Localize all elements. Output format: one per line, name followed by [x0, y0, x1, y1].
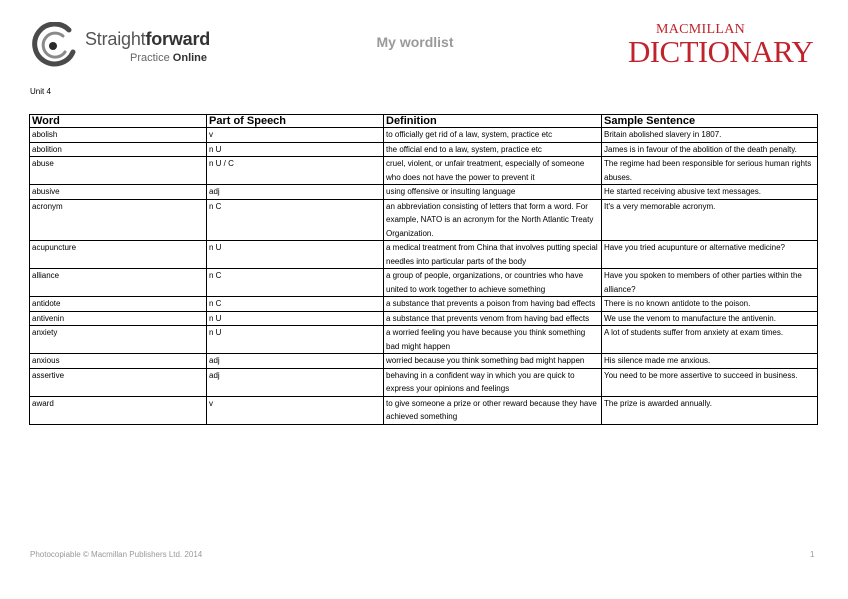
pos-cell: n C	[207, 297, 384, 312]
pos-cell: n U	[207, 142, 384, 157]
word-cell: anxious	[30, 354, 207, 369]
definition-cell: behaving in a confident way in which you are quick to express your opinions and feelings	[384, 368, 602, 396]
definition-cell: to officially get rid of a law, system, practice etc	[384, 128, 602, 143]
word-cell: abusive	[30, 185, 207, 200]
sentence-cell: There is no known antidote to the poison.	[602, 297, 818, 312]
copyright-notice: Photocopiable © Macmillan Publishers Ltd. 2014	[30, 550, 203, 559]
word-cell: antivenin	[30, 311, 207, 326]
word-cell: assertive	[30, 368, 207, 396]
table-row	[30, 241, 818, 269]
word-cell: acronym	[30, 199, 207, 241]
definition-cell: the official end to a law, system, practice etc	[384, 142, 602, 157]
table-row	[30, 199, 818, 241]
brand-name-light: Straight	[85, 29, 146, 49]
column-header-part-of-speech: Part of Speech	[207, 115, 384, 128]
table-row	[30, 368, 818, 396]
sentence-cell: The prize is awarded annually.	[602, 396, 818, 424]
column-header-definition: Definition	[384, 115, 602, 128]
wordlist-table	[29, 114, 818, 425]
table-row	[30, 185, 818, 200]
pos-cell: adj	[207, 185, 384, 200]
page-title: My wordlist	[376, 34, 454, 50]
pos-cell: n C	[207, 199, 384, 241]
brand-name	[85, 29, 210, 50]
sentence-cell: You need to be more assertive to succeed in business.	[602, 368, 818, 396]
column-header-sample-sentence: Sample Sentence	[602, 115, 818, 128]
pos-cell: n U	[207, 241, 384, 269]
publisher-name: MACMILLAN	[656, 22, 746, 37]
table-row	[30, 142, 818, 157]
definition-cell: cruel, violent, or unfair treatment, especially of someone who does not have the power to prevent it	[384, 157, 602, 185]
publisher-product: DICTIONARY	[628, 34, 814, 69]
word-cell: abolish	[30, 128, 207, 143]
definition-cell: a worried feeling you have because you think something bad might happen	[384, 326, 602, 354]
pos-cell: n U	[207, 326, 384, 354]
definition-cell: a medical treatment from China that involves putting special needles into particular parts of the body	[384, 241, 602, 269]
word-cell: acupuncture	[30, 241, 207, 269]
table-row	[30, 157, 818, 185]
macmillan-dictionary-logo	[628, 22, 818, 70]
definition-cell: an abbreviation consisting of letters that form a word. For example, NATO is an acronym for the North Atlantic Treaty Organization.	[384, 199, 602, 241]
table-row	[30, 128, 818, 143]
column-header-word: Word	[30, 115, 207, 128]
sentence-cell: Britain abolished slavery in 1807.	[602, 128, 818, 143]
table-row	[30, 311, 818, 326]
pos-cell: adj	[207, 368, 384, 396]
sentence-cell: He started receiving abusive text messages.	[602, 185, 818, 200]
word-cell: award	[30, 396, 207, 424]
brand-name-bold: forward	[145, 29, 211, 49]
word-cell: abuse	[30, 157, 207, 185]
table-header-row	[30, 115, 818, 128]
brand-subtitle-bold: Online	[172, 52, 208, 64]
brand-subtitle	[130, 52, 207, 64]
word-cell: abolition	[30, 142, 207, 157]
definition-cell: worried because you think something bad might happen	[384, 354, 602, 369]
word-cell: anxiety	[30, 326, 207, 354]
pos-cell: n U	[207, 311, 384, 326]
sentence-cell: We use the venom to manufacture the antivenin.	[602, 311, 818, 326]
pos-cell: adj	[207, 354, 384, 369]
definition-cell: using offensive or insulting language	[384, 185, 602, 200]
table-row	[30, 297, 818, 312]
brand-subtitle-light: Practice	[130, 52, 173, 64]
table-row	[30, 354, 818, 369]
table-row	[30, 269, 818, 297]
sentence-cell: A lot of students suffer from anxiety at exam times.	[602, 326, 818, 354]
table-row	[30, 326, 818, 354]
definition-cell: a substance that prevents venom from having bad effects	[384, 311, 602, 326]
table-row	[30, 396, 818, 424]
pos-cell: n C	[207, 269, 384, 297]
sentence-cell: James is in favour of the abolition of the death penalty.	[602, 142, 818, 157]
word-cell: alliance	[30, 269, 207, 297]
definition-cell: to give someone a prize or other reward because they have achieved something	[384, 396, 602, 424]
sentence-cell: It's a very memorable acronym.	[602, 199, 818, 241]
definition-cell: a group of people, organizations, or countries who have united to work together to achieve something	[384, 269, 602, 297]
sentence-cell: Have you tried acupunture or alternative medicine?	[602, 241, 818, 269]
page-number: 1	[810, 550, 815, 559]
definition-cell: a substance that prevents a poison from having bad effects	[384, 297, 602, 312]
sentence-cell: His silence made me anxious.	[602, 354, 818, 369]
straightforward-logo	[29, 22, 229, 68]
unit-label: Unit 4	[30, 87, 51, 96]
pos-cell: v	[207, 396, 384, 424]
straightforward-swirl-icon	[29, 22, 79, 68]
pos-cell: n U / C	[207, 157, 384, 185]
word-cell: antidote	[30, 297, 207, 312]
pos-cell: v	[207, 128, 384, 143]
sentence-cell: Have you spoken to members of other parties within the alliance?	[602, 269, 818, 297]
sentence-cell: The regime had been responsible for serious human rights abuses.	[602, 157, 818, 185]
